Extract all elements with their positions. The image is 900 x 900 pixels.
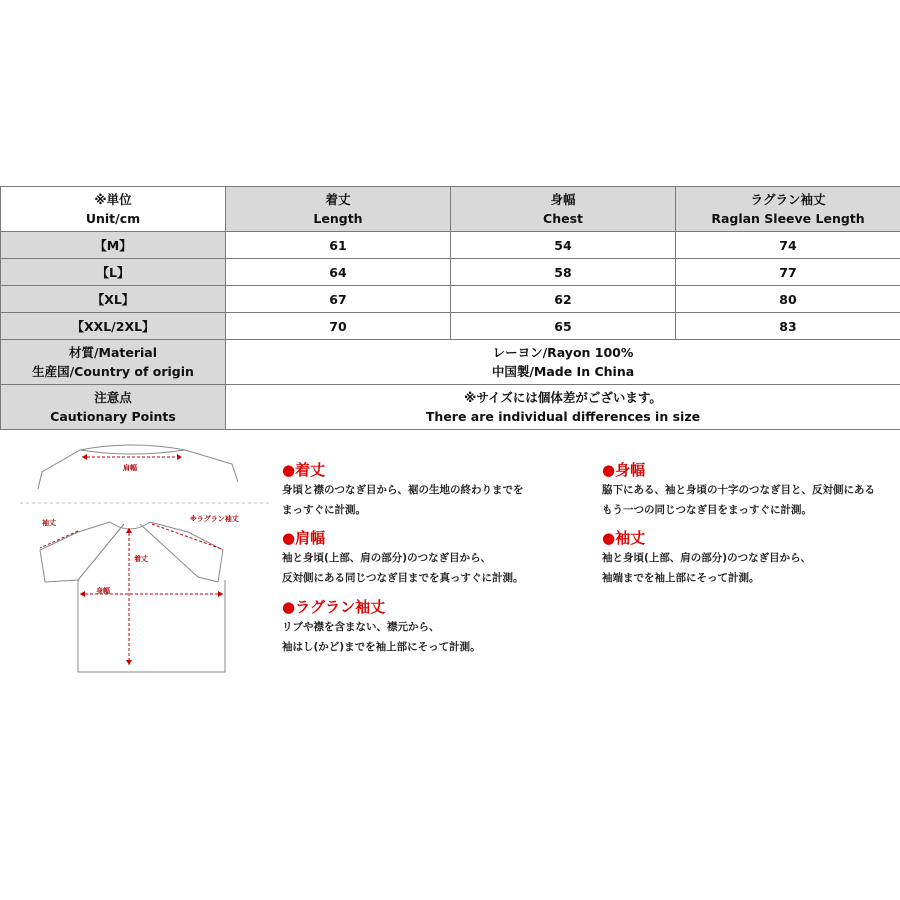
length-value: 67 bbox=[226, 286, 451, 313]
length-value: 70 bbox=[226, 313, 451, 340]
chest-value: 54 bbox=[451, 232, 676, 259]
table-row bbox=[1, 286, 900, 313]
diagram-label-length: 着丈 bbox=[134, 555, 148, 563]
length-value: 61 bbox=[226, 232, 451, 259]
material-row bbox=[1, 340, 900, 385]
length-value: 64 bbox=[226, 259, 451, 286]
note-sleeve bbox=[602, 528, 811, 588]
raglan-value: 74 bbox=[676, 232, 900, 259]
caution-value-jp: ※サイズには個体差がございます。 bbox=[464, 390, 662, 405]
material-value: レーヨン/Rayon 100% bbox=[492, 345, 634, 360]
size-label: 【XXL/2XL】 bbox=[1, 313, 226, 340]
note-chest-line: 脇下にある、袖と身頃の十字のつなぎ目と、反対側にある bbox=[602, 484, 875, 496]
chest-value: 58 bbox=[451, 259, 676, 286]
length-header-en: Length bbox=[313, 211, 363, 226]
table-row bbox=[1, 313, 900, 340]
diagram-label-shoulder: 肩幅 bbox=[123, 464, 137, 472]
note-chest bbox=[602, 460, 875, 520]
raglan-value: 77 bbox=[676, 259, 900, 286]
raglan-measure-line bbox=[152, 524, 222, 549]
chest-header-en: Chest bbox=[543, 211, 583, 226]
unit-header-cell bbox=[1, 187, 226, 232]
garment-diagram bbox=[20, 432, 270, 682]
length-header-cell bbox=[226, 187, 451, 232]
note-raglan-line: 袖はし(かど)までを袖上部にそって計測。 bbox=[282, 641, 481, 653]
unit-en: Unit/cm bbox=[85, 211, 141, 226]
table-row bbox=[1, 259, 900, 286]
table-header-row bbox=[1, 187, 900, 232]
raglan-header-en: Raglan Sleeve Length bbox=[711, 211, 865, 226]
arrow-head-icon bbox=[80, 591, 85, 597]
note-chest-line: もう一つの同じつなぎ目をまっすぐに計測。 bbox=[602, 504, 812, 516]
note-length-line: 身頃と襟のつなぎ目から、裾の生地の終わりまでを bbox=[282, 484, 524, 496]
material-value-cell bbox=[226, 340, 900, 385]
arrow-head-icon bbox=[218, 591, 223, 597]
size-table bbox=[0, 186, 900, 430]
shirt-back-outline bbox=[38, 445, 238, 489]
note-length-line: まっすぐに計測。 bbox=[282, 504, 366, 516]
arrow-head-icon bbox=[82, 454, 87, 460]
sleeve-measure-line bbox=[40, 531, 78, 548]
size-label: 【L】 bbox=[1, 259, 226, 286]
note-shoulder-line: 袖と身頃(上部、肩の部分)のつなぎ目から、 bbox=[282, 552, 492, 564]
chest-header-jp: 身幅 bbox=[550, 192, 576, 207]
caution-label-cell bbox=[1, 385, 226, 430]
material-label-cell bbox=[1, 340, 226, 385]
caution-label-en: Cautionary Points bbox=[50, 409, 176, 424]
raglan-header-cell bbox=[676, 187, 900, 232]
diagram-label-chest: 身幅 bbox=[96, 587, 110, 595]
caution-value-cell bbox=[226, 385, 900, 430]
unit-jp: ※単位 bbox=[94, 192, 132, 207]
note-raglan bbox=[282, 597, 481, 657]
shirt-front-outline bbox=[40, 522, 225, 672]
note-length bbox=[282, 460, 524, 520]
note-length-title: ●着丈 bbox=[282, 461, 326, 479]
note-shoulder-line: 反対側にある同じつなぎ目までを真っすぐに計測。 bbox=[282, 572, 524, 584]
note-raglan-title: ●ラグラン袖丈 bbox=[282, 598, 386, 616]
chest-header-cell bbox=[451, 187, 676, 232]
note-chest-title: ●身幅 bbox=[602, 461, 646, 479]
length-header-jp: 着丈 bbox=[325, 192, 351, 207]
origin-label: 生産国/Country of origin bbox=[32, 364, 194, 379]
arrow-head-icon bbox=[177, 454, 182, 460]
caution-label-jp: 注意点 bbox=[94, 390, 132, 405]
arrow-head-icon bbox=[126, 660, 132, 665]
origin-value: 中国製/Made In China bbox=[491, 364, 635, 379]
raglan-header-jp: ラグラン袖丈 bbox=[750, 192, 826, 207]
caution-row bbox=[1, 385, 900, 430]
size-label: 【XL】 bbox=[1, 286, 226, 313]
note-sleeve-line: 袖端までを袖上部にそって計測。 bbox=[602, 572, 760, 584]
diagram-label-raglan: ※ラグラン袖丈 bbox=[190, 515, 239, 523]
size-label: 【M】 bbox=[1, 232, 226, 259]
note-sleeve-title: ●袖丈 bbox=[602, 529, 646, 547]
note-shoulder bbox=[282, 528, 524, 588]
note-raglan-line: リブや襟を含まない、襟元から、 bbox=[282, 621, 440, 633]
table-row bbox=[1, 232, 900, 259]
note-sleeve-line: 袖と身頃(上部、肩の部分)のつなぎ目から、 bbox=[602, 552, 812, 564]
caution-value-en: There are individual differences in size bbox=[425, 409, 701, 424]
note-shoulder-title: ●肩幅 bbox=[282, 529, 326, 547]
diagram-label-sleeve: 袖丈 bbox=[42, 519, 56, 527]
chest-value: 65 bbox=[451, 313, 676, 340]
raglan-value: 80 bbox=[676, 286, 900, 313]
chest-value: 62 bbox=[451, 286, 676, 313]
material-label: 材質/Material bbox=[68, 345, 158, 360]
raglan-value: 83 bbox=[676, 313, 900, 340]
